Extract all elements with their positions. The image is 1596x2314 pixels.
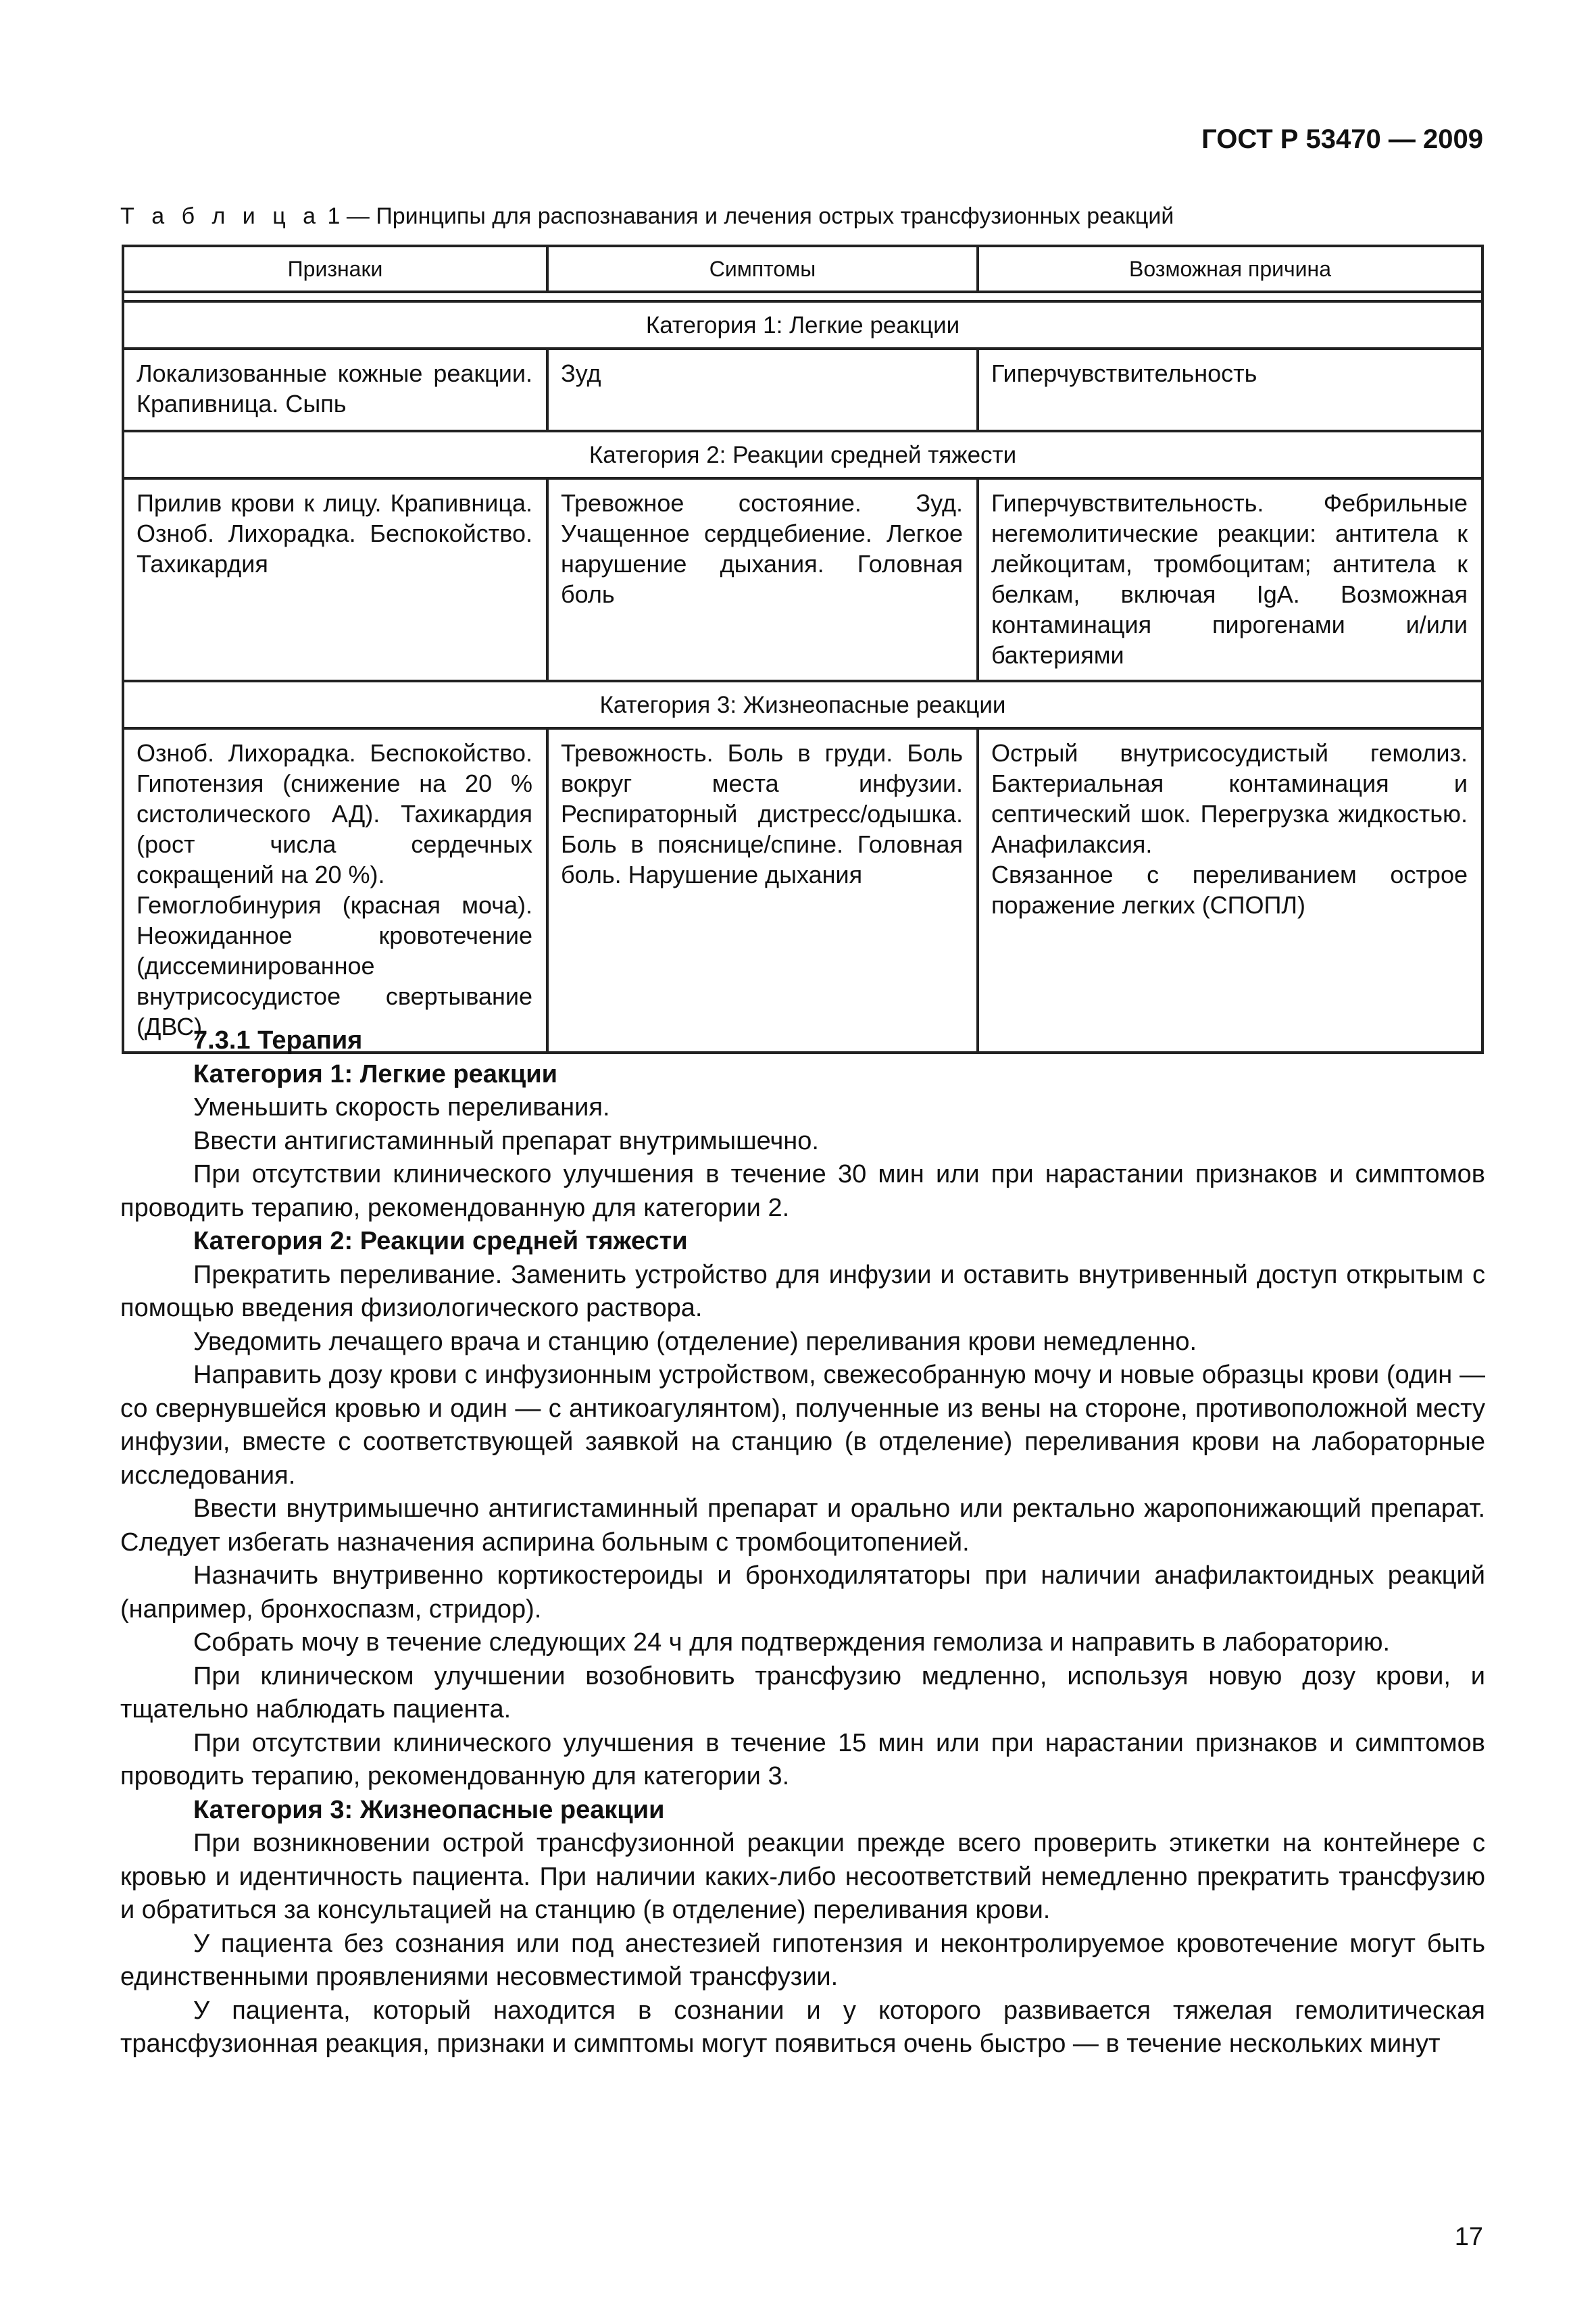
cell-text: Связанное с переливанием острое поражение легких (СПОПЛ) (991, 861, 1468, 919)
causes-cell (978, 728, 1482, 1053)
symptoms-cell (547, 349, 978, 431)
paragraph: У пациента, который находится в сознании и у которого развивается тяжелая гемолитическая трансфузионная реакция, признаки и симптомы могут появиться очень быстро — в течение нескольких минут (120, 1996, 1485, 2058)
causes-cell (978, 349, 1482, 431)
paragraph: Прекратить переливание. Заменить устройство для инфузии и оставить внутривенный доступ открытым с помощью введения физиологического раствора. (120, 1260, 1485, 1322)
cell-text: Локализованные кожные реакции. Крапивница. Сыпь (136, 359, 532, 418)
paragraph: Ввести антигистаминный препарат внутримышечно. (193, 1126, 819, 1155)
column-header-signs: Признаки (123, 246, 547, 292)
category-row (123, 431, 1482, 478)
cell-text: Тревожное состояние. Зуд. Учащенное сердцебиение. Легкое нарушение дыхания. Головная боль (561, 489, 963, 608)
category-label: Категория 3: Жизнеопасные реакции (123, 681, 1482, 728)
table-caption-number: 1 (327, 203, 341, 229)
cell-text: Прилив крови к лицу. Крапивница. Озноб. Лихорадка. Беспокойство. Тахикардия (136, 489, 532, 578)
symptoms-cell (547, 728, 978, 1053)
cell-text: Тревожность. Боль в груди. Боль вокруг места инфузии. Респираторный дистресс/одышка. Боль в пояснице/спине. Головная боль. Нарушение дыхания (561, 739, 963, 888)
symptoms-cell (547, 478, 978, 681)
table-caption-title: — Принципы для распознавания и лечения острых трансфузионных реакций (346, 203, 1174, 229)
paragraph: Ввести внутримышечно антигистаминный препарат и орально или ректально жаропонижающий препарат. Следует избегать назначения аспирина больным с тромбоцитопенией. (120, 1494, 1485, 1557)
signs-cell (123, 349, 547, 431)
table-row (123, 728, 1482, 1053)
table-caption (120, 201, 1492, 231)
page-number: 17 (1454, 2223, 1483, 2251)
section-heading: Категория 3: Жизнеопасные реакции (193, 1795, 665, 1824)
cell-text: Зуд (561, 359, 601, 387)
paragraph: При отсутствии клинического улучшения в течение 30 мин или при нарастании признаков и симптомов проводить терапию, рекомендованную для категории 2. (120, 1160, 1485, 1222)
table-row (123, 478, 1482, 681)
column-header-symptoms: Симптомы (547, 246, 978, 292)
paragraph: Уведомить лечащего врача и станцию (отделение) переливания крови немедленно. (193, 1327, 1197, 1356)
category-label: Категория 1: Легкие реакции (123, 301, 1482, 349)
cell-text: Гемоглобинурия (красная моча). Неожиданное кровотечение (диссеминированное внутрисосудистое свертывание (ДВС) (136, 891, 532, 1040)
paragraph: Уменьшить скорость переливания. (193, 1093, 610, 1122)
section-heading: 7.3.1 Терапия (193, 1026, 363, 1055)
column-header-causes: Возможная причина (978, 246, 1482, 292)
cell-text: Острый внутрисосудистый гемолиз. Бактериальная контаминация и септический шок. Перегрузка жидкостью. Анафилаксия. (991, 739, 1468, 858)
paragraph: При клиническом улучшении возобновить трансфузию медленно, используя новую дозу крови, и тщательно наблюдать пациента. (120, 1661, 1485, 1724)
paragraph: При отсутствии клинического улучшения в течение 15 мин или при нарастании признаков и симптомов проводить терапию, рекомендованную для категории 3. (120, 1728, 1485, 1790)
table-row (123, 349, 1482, 431)
table-caption-label: Т а б л и ц а (120, 203, 322, 229)
signs-cell (123, 478, 547, 681)
section-heading: Категория 1: Легкие реакции (193, 1059, 557, 1088)
reactions-table (122, 245, 1484, 1054)
signs-cell (123, 728, 547, 1053)
paragraph: При возникновении острой трансфузионной реакции прежде всего проверить этикетки на контейнере с кровью и идентичность пациента. При наличии каких-либо несоответствий немедленно прекратить трансфузию и обратиться за консультацией на станцию (в отделение) переливания крови. (120, 1829, 1485, 1924)
causes-cell (978, 478, 1482, 681)
category-row (123, 681, 1482, 728)
cell-text: Гиперчувствительность (991, 359, 1257, 387)
paragraph: Собрать мочу в течение следующих 24 ч для подтверждения гемолиза и направить в лабораторию. (193, 1628, 1391, 1657)
cell-text: Озноб. Лихорадка. Беспокойство. Гипотензия (снижение на 20 % систолического АД). Тахикардия (рост числа сердечных сокращений на 20 %). (136, 739, 532, 888)
table-header-row (123, 246, 1482, 292)
cell-text: Гиперчувствительность. Фебрильные негемолитические реакции: антитела к лейкоцитам, тромбоцитам; антитела к белкам, включая IgA. Возможная контаминация пирогенами и/или бактериями (991, 489, 1468, 669)
section-heading: Категория 2: Реакции средней тяжести (193, 1227, 688, 1255)
standard-designation: ГОСТ Р 53470 — 2009 (1201, 124, 1483, 154)
paragraph: У пациента без сознания или под анестезией гипотензия и неконтролируемое кровотечение могут быть единственными проявлениями несовместимой трансфузии. (120, 1929, 1485, 1991)
header-gap-row (123, 292, 1482, 301)
category-label: Категория 2: Реакции средней тяжести (123, 431, 1482, 478)
body-text (120, 1024, 1485, 2061)
paragraph: Назначить внутривенно кортикостероиды и бронходилятаторы при наличии анафилактоидных реакций (например, бронхоспазм, стридор). (120, 1561, 1485, 1624)
paragraph: Направить дозу крови с инфузионным устройством, свежесобранную мочу и новые образцы крови (один — со свернувшейся кровью и один — с антикоагулянтом), полученные из вены на стороне, противоположной месту инфузии, вместе с соответствующей заявкой на станцию (в отделение) переливания крови на лабораторные исследования. (120, 1361, 1485, 1490)
category-row (123, 301, 1482, 349)
